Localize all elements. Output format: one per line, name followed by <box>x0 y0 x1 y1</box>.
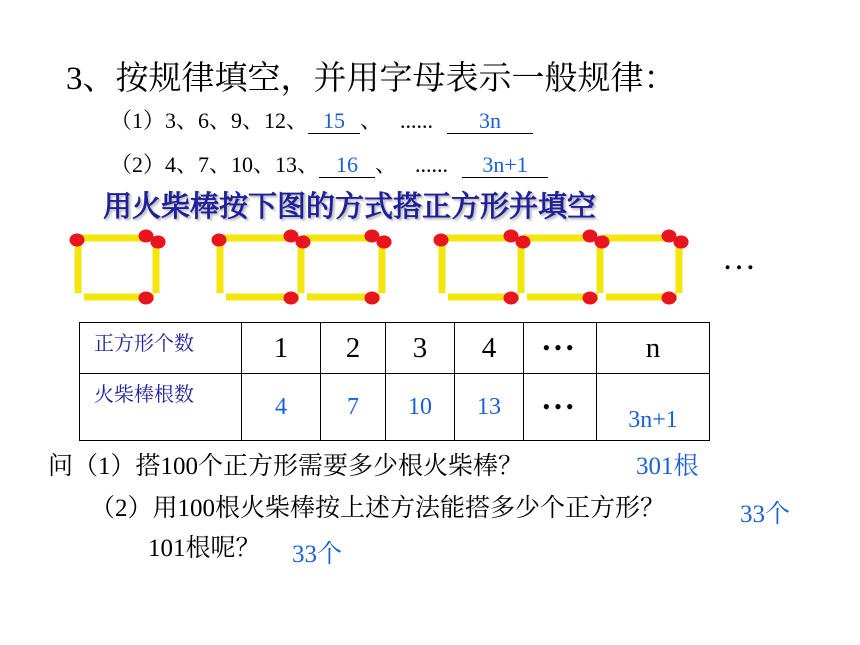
table-cell: 1 <box>242 323 321 374</box>
table-cell: 4 <box>455 323 524 374</box>
match-head <box>139 292 154 305</box>
match-head <box>284 292 299 305</box>
table-cell: 13 <box>455 374 524 441</box>
match-head <box>212 234 227 247</box>
table-cell: n <box>597 323 710 374</box>
problem-title: 3、按规律填空，并用字母表示一般规律： <box>66 61 677 97</box>
sequence-1-next-term: 15 <box>308 109 360 134</box>
table-cell-ellipsis: ••• <box>524 374 597 441</box>
table-row-squares <box>80 323 710 374</box>
figure-ellipsis: … <box>722 240 758 277</box>
match-head <box>70 234 85 247</box>
table-cell: 10 <box>386 374 455 441</box>
match-head <box>662 292 677 305</box>
match-head <box>377 236 392 249</box>
match-head <box>151 236 166 249</box>
table-cell: 4 <box>242 374 321 441</box>
question-1: 问（1）搭100个正方形需要多少根火柴棒？ <box>48 453 524 480</box>
sequence-1-ellipsis: ...... <box>400 108 434 133</box>
sequence-2-separator: 、 <box>375 152 398 177</box>
answer-3: 33个 <box>292 541 343 568</box>
match-head <box>595 236 610 249</box>
match-head <box>365 292 380 305</box>
sequence-1-terms: （1）3、6、9、12、 <box>110 108 309 133</box>
table-cell: 3n+1 <box>597 374 710 441</box>
answer-1: 301根 <box>636 453 699 480</box>
match-head <box>516 236 531 249</box>
match-head <box>504 292 519 305</box>
table-cell: 3 <box>386 323 455 374</box>
answer-2: 33个 <box>740 501 791 528</box>
sequence-2-next-term: 16 <box>319 153 375 178</box>
table-cell: 2 <box>321 323 386 374</box>
table-row-matches <box>80 374 710 441</box>
match-head <box>583 292 598 305</box>
question-3: 101根呢？ <box>148 535 261 562</box>
sequence-2-terms: （2）4、7、10、13、 <box>110 152 320 177</box>
match-head <box>434 234 449 247</box>
sequence-1-general-term: 3n <box>447 109 533 134</box>
row-label-squares: 正方形个数 <box>80 323 242 374</box>
match-head <box>296 236 311 249</box>
table-cell-ellipsis: ••• <box>524 323 597 374</box>
row-label-matches: 火柴棒根数 <box>80 374 242 441</box>
match-head <box>674 236 689 249</box>
table-cell: 7 <box>321 374 386 441</box>
pattern-table <box>79 322 710 441</box>
matchstick-heading: 用火柴棒按下图的方式搭正方形并填空 <box>103 189 597 223</box>
sequence-2-general-term: 3n+1 <box>462 153 548 178</box>
question-2: （2）用100根火柴棒按上述方法能搭多少个正方形？ <box>90 495 666 522</box>
sequence-1-separator: 、 <box>360 108 383 133</box>
sequence-2-ellipsis: ...... <box>415 152 449 177</box>
